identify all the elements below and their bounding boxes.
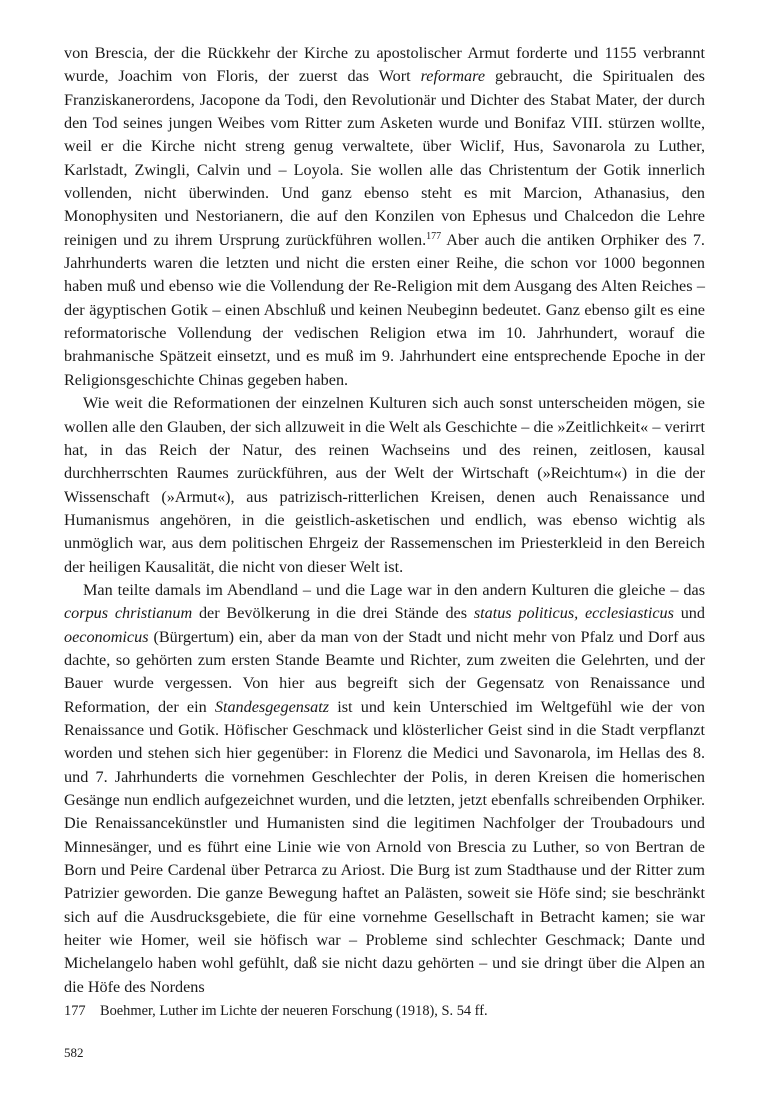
italic-text: oeconomicus <box>64 627 149 646</box>
text-segment: der Bevölkerung in die drei Stände des <box>192 604 474 623</box>
footnote-number: 177 <box>64 1003 86 1019</box>
text-segment: Wie weit die Reformationen der einzelnen Kulturen sich auch sonst unterscheiden mögen, sie wollen alle den Glauben, der sich allzuweit in die Welt als Geschichte – die »Zeitlichkeit« – verirrt hat, in das Reich der Natur, des reinen Wachseins und des reinen, zeitlosen, kausal durchherrschten Raumes zurückführen, aus der Welt der Wirtschaft (»Reichtum«) in die der Wissenschaft (»Armut«), aus patrizisch-ritterlichen Kreisen, denen auch Renaissance und Humanismus angehören, in die geistlich-asketischen und endlich, was ebenso wichtig als unmöglich war, aus dem politischen Ehrgeiz der Rassemenschen im Priesterkleid in den Bereich der heiligen Kausalität, die nicht von dieser Welt ist. <box>64 394 705 576</box>
text-segment: und <box>673 604 705 623</box>
italic-text: status politicus, ecclesiasticus <box>473 604 674 623</box>
text-segment: Man teilte damals im Abendland – und die Lage war in den andern Kulturen die gleiche – das <box>83 580 705 599</box>
body-text <box>64 42 705 999</box>
paragraph <box>64 579 705 999</box>
italic-text: Standesgegensatz <box>214 697 330 716</box>
footnote <box>64 1001 488 1021</box>
page-body <box>64 42 705 999</box>
footnote-text: Boehmer, Luther im Lichte der neueren Forschung (1918), S. 54 ff. <box>100 1003 488 1019</box>
page-number: 582 <box>64 1045 84 1060</box>
text-segment: gebraucht, die Spiritualen des Franziskanerordens, Jacopone da Todi, den Revolutionär und Dichter des Stabat Mater, der durch den Tod seines jungen Weibes vom Ritter zum Asketen wurde und Bonifaz VIII. stürzen wollte, weil er die Kirche nicht streng genug verwaltete, über Wiclif, Hus, Savonarola zu Luther, Karlstadt, Zwingli, Calvin und – Loyola. Sie wollen alle das Christentum der Gotik innerlich vollenden, nicht überwinden. Und ganz ebenso steht es mit Marcion, Athanasius, den Monophysiten und Nestorianern, die auf den Konzilen von Ephesus und Chalcedon die Lehre reinigen und zu ihrem Ursprung zurückführen wollen. <box>64 67 705 249</box>
text-segment: von Brescia, der die Rückkehr der Kirche zu apostolischer Armut forderte und 1155 verbrannt wurde, Joachim von Floris, der zuerst das Wort <box>64 44 705 86</box>
text-segment: Aber auch die antiken Orphiker des 7. Jahrhunderts waren die letzten und nicht die ersten einer Reihe, die schon vor 1000 begonnen haben muß und ebenso wie die Vollendung der Re-Religion mit dem Ausgang des Alten Reiches – der ägyptischen Gotik – einen Abschluß und keinen Neubeginn bedeutet. Ganz ebenso gilt es eine reformatorische Vollendung der vedischen Religion etwa im 10. Jahrhundert, worauf die brahmanische Spätzeit einsetzt, und es muß im 9. Jahrhundert eine entsprechende Epoche in der Religionsgeschichte Chinas gegeben haben. <box>64 230 705 389</box>
paragraph <box>64 42 705 392</box>
text-segment: (Bürgertum) ein, aber da man von der Stadt und nicht mehr von Pfalz und Dorf aus dachte, so gehörten zum ersten Stande Beamte und Richter, zum zweiten die Gelehrten, und der Bauer wurde vergessen. Von hier aus begreift sich der Gegensatz von Renaissance und Reformation, der ein <box>64 627 705 716</box>
italic-text: reformare <box>420 67 486 86</box>
footnote-reference: 177 <box>426 230 442 242</box>
italic-text: corpus christianum <box>64 604 193 623</box>
text-segment: ist und kein Unterschied im Weltgefühl wie der von Renaissance und Gotik. Höfischer Geschmack und klösterlicher Geist sind in die Stadt verpflanzt worden und stehen sich hier gegenüber: in Florenz die Medici und Savonarola, im Hellas des 8. und 7. Jahrhunderts die vornehmen Geschlechter der Polis, in deren Kreisen die homerischen Gesänge nun endlich aufgezeichnet wurden, und die letzten, jetzt ebenfalls schreibenden Orphiker. Die Renaissancekünstler und Humanisten sind die legitimen Nachfolger der Troubadours und Minnesänger, und es führt eine Linie wie von Arnold von Brescia zu Luther, so von Bertran de Born und Peire Cardenal über Petrarca zu Ariost. Die Burg ist zum Stadthause und der Ritter zum Patrizier geworden. Die ganze Bewegung haftet an Palästen, soweit sie Höfe sind; sie beschränkt sich auf die Ausdrucksgebiete, die für eine vornehme Gesellschaft in Betracht kamen; sie war heiter wie Homer, weil sie höfisch war – Probleme sind schlechter Geschmack; Dante und Michelangelo haben wohl gefühlt, daß sie nicht dazu gehörten – und sie dringt über die Alpen an die Höfe des Nordens <box>64 697 705 996</box>
paragraph <box>64 392 705 579</box>
